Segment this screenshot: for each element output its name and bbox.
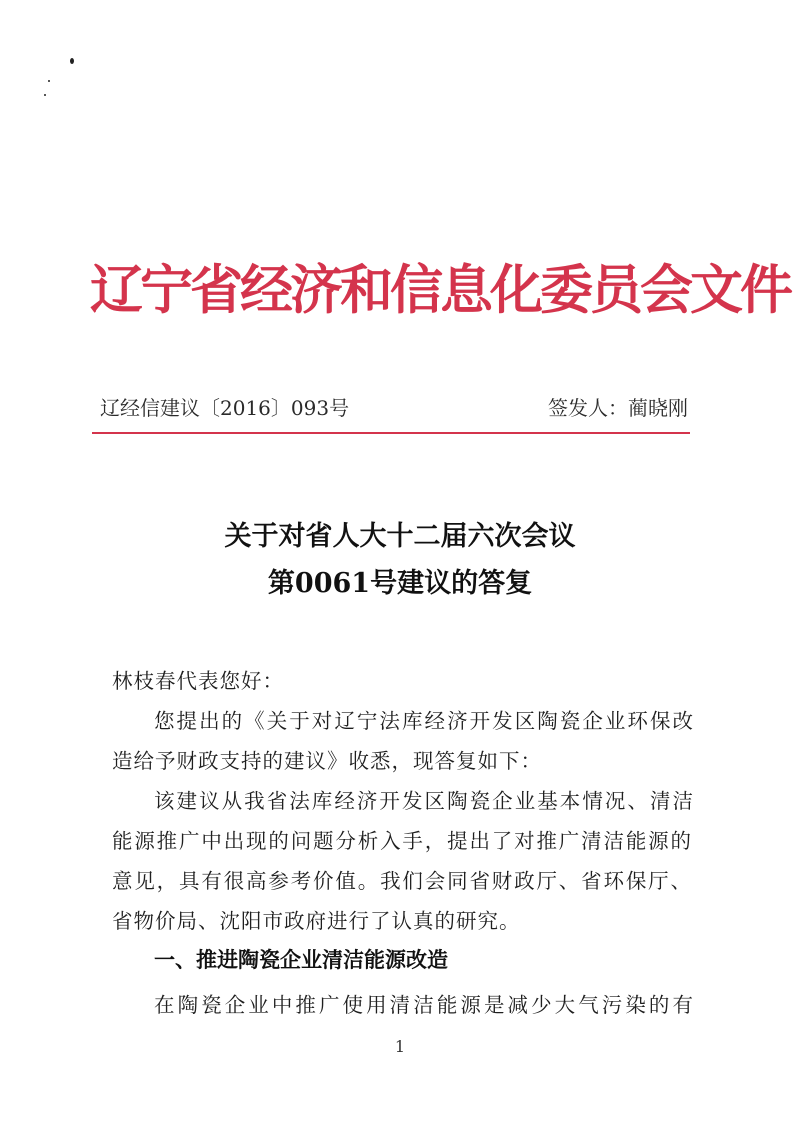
document-header-title: 辽宁省经济和信息化委员会文件 (90, 259, 790, 321)
scan-speck (48, 80, 50, 82)
paragraph-2-line-1: 该建议从我省法库经济开发区陶瓷企业基本情况、清洁 (154, 789, 694, 813)
page-number: 1 (394, 1037, 406, 1056)
paragraph-1-line-1: 您提出的《关于对辽宁法库经济开发区陶瓷企业环保改 (154, 709, 694, 733)
paragraph-2-line-2: 能源推广中出现的问题分析入手，提出了对推广清洁能源的 (112, 829, 692, 853)
section-1-heading: 一、推进陶瓷企业清洁能源改造 (154, 948, 448, 972)
document-number: 辽经信建议〔2016〕093号 (100, 396, 350, 420)
red-divider (92, 432, 690, 434)
paragraph-1-line-2: 造给予财政支持的建议》收悉，现答复如下： (112, 749, 542, 773)
scan-speck (70, 58, 74, 64)
issuer-signature: 签发人：蔺晓刚 (548, 396, 688, 420)
paragraph-2-line-3: 意见，具有很高参考价值。我们会同省财政厅、省环保厅、 (112, 869, 692, 893)
scan-speck (44, 94, 46, 96)
paragraph-3-line-1: 在陶瓷企业中推广使用清洁能源是减少大气污染的有 (154, 993, 694, 1017)
reply-title-line-1: 关于对省人大十二届六次会议 (224, 521, 576, 552)
reply-title-line-2: 第0061号建议的答复 (267, 568, 533, 599)
salutation: 林枝春代表您好： (112, 669, 284, 693)
paragraph-2-line-4: 省物价局、沈阳市政府进行了认真的研究。 (112, 909, 521, 933)
